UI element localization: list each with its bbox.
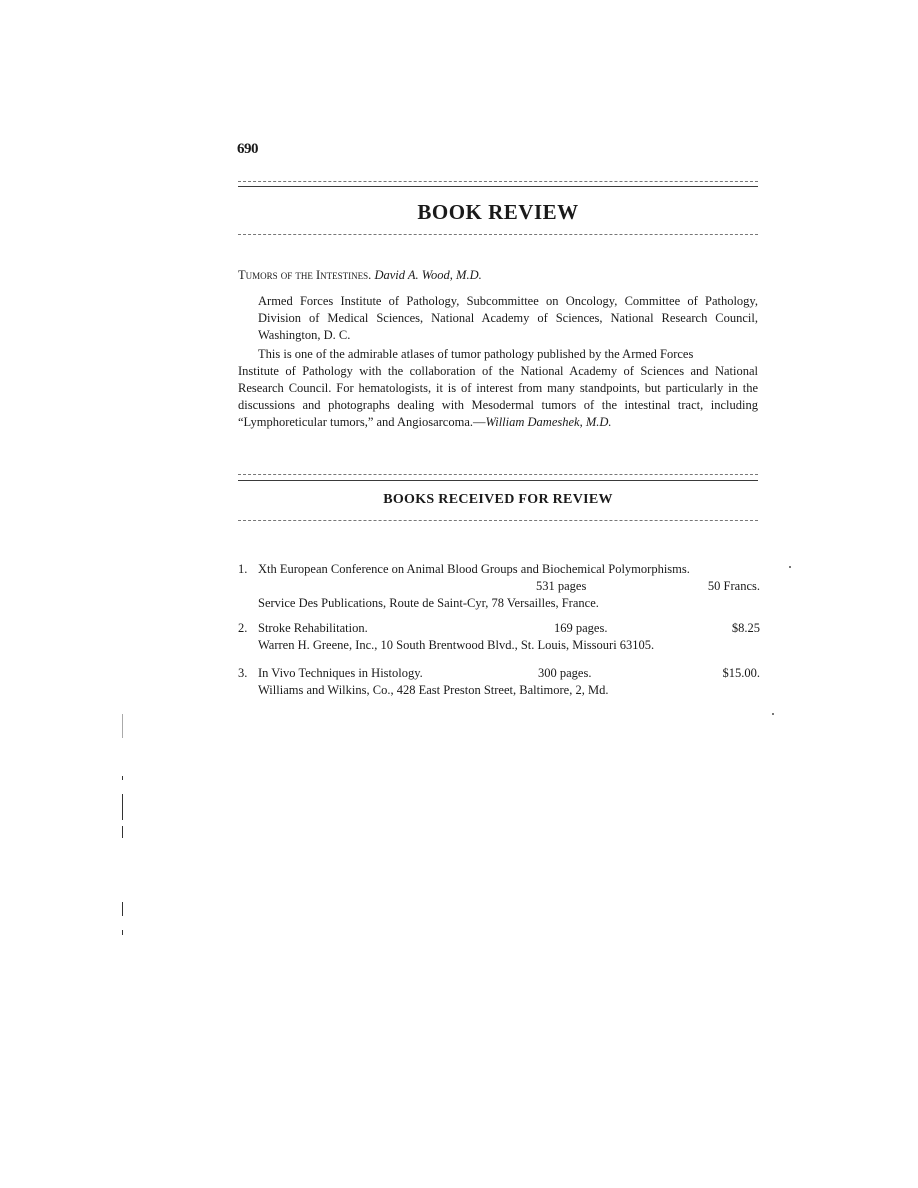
book-title: Xth European Conference on Animal Blood Groups and Biochemical Polymorphisms. — [258, 562, 690, 576]
section-rule — [238, 234, 758, 235]
book-publisher: Williams and Wilkins, Co., 428 East Preston Street, Baltimore, 2, Md. — [258, 683, 609, 697]
review-body — [238, 363, 758, 431]
book-number: 2. — [238, 621, 248, 635]
book-price: $15.00. — [722, 666, 760, 680]
top-rule-2 — [238, 186, 758, 187]
margin-mark — [122, 826, 123, 838]
review-body-first-line: This is one of the admirable atlases of tumor pathology published by the Armed Forces — [258, 347, 694, 361]
review-publisher: Armed Forces Institute of Pathology, Subcommittee on Oncology, Committee of Pathology, Division of Medical Sciences, National Academy of Sciences, National Research Council, Washington, D. C. — [258, 294, 758, 342]
books-rule-3 — [238, 520, 758, 521]
margin-mark — [122, 930, 123, 935]
review-author: David A. Wood, M.D. — [374, 268, 482, 282]
book-pages: 300 pages. — [538, 666, 592, 680]
book-pages: 169 pages. — [554, 621, 608, 635]
reviewer-name: William Dameshek, M.D. — [485, 415, 612, 429]
margin-mark — [122, 902, 123, 916]
book-entry-2 — [238, 620, 760, 654]
book-title: In Vivo Techniques in Histology. — [258, 666, 423, 680]
book-pages: 531 pages — [536, 579, 587, 593]
review-book-title: Tumors of the Intestines. — [238, 268, 372, 282]
section-title: BOOK REVIEW — [417, 200, 579, 224]
margin-mark — [122, 794, 123, 820]
book-number: 1. — [238, 562, 248, 576]
books-rule-1 — [238, 474, 758, 475]
book-publisher: Service Des Publications, Route de Saint-Cyr, 78 Versailles, France. — [258, 596, 599, 610]
margin-mark — [122, 714, 123, 738]
book-publisher: Warren H. Greene, Inc., 10 South Brentwood Blvd., St. Louis, Missouri 63105. — [258, 638, 655, 652]
review-heading — [238, 268, 482, 283]
book-number: 3. — [238, 666, 248, 680]
top-rule-1 — [238, 181, 758, 182]
books-rule-2 — [238, 480, 758, 481]
book-title: Stroke Rehabilitation. — [258, 621, 368, 635]
speck — [772, 713, 774, 715]
book-entry-1 — [238, 561, 760, 612]
book-entry-3 — [238, 665, 760, 699]
book-price: $8.25 — [731, 621, 760, 635]
speck — [789, 566, 791, 568]
books-section-title: BOOKS RECEIVED FOR REVIEW — [383, 492, 613, 507]
book-price: 50 Francs. — [707, 579, 760, 593]
page-number: 690 — [237, 141, 258, 157]
review-body-text: Institute of Pathology with the collaboration of the National Academy of Sciences and National Research Council. For hematologists, it is of interest from many standpoints, but particularly in the discussions and photographs dealing with Mesodermal tumors of the intestinal tract, including “Lymphoreticular tumors,” and Angiosarcoma.— — [238, 364, 758, 429]
margin-mark — [122, 776, 123, 780]
